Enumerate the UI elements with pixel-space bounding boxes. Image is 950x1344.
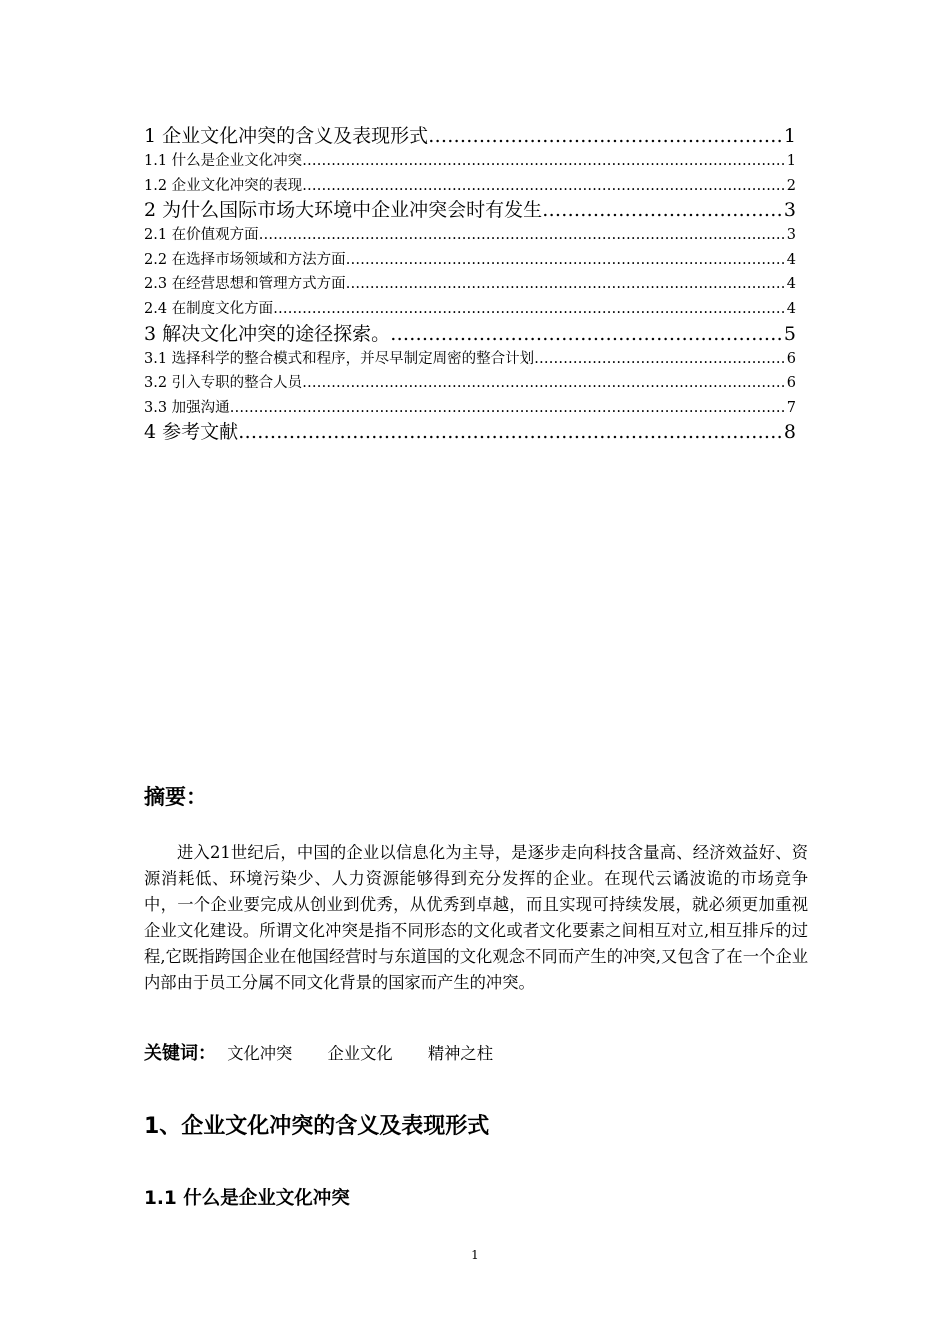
- toc-entry[interactable]: [144, 149, 796, 174]
- toc-leader-dots: [273, 297, 787, 322]
- toc-entry-page: 6: [786, 350, 796, 367]
- toc-leader-dots: [302, 174, 787, 199]
- toc-entry-page: 4: [786, 251, 796, 268]
- toc-entry[interactable]: [144, 248, 796, 273]
- toc-entry[interactable]: [144, 420, 796, 445]
- toc-entry-title: 1.2 企业文化冲突的表现: [144, 177, 303, 194]
- toc-entry-page: 1: [786, 153, 796, 169]
- toc-entry-title: 1 企业文化冲突的含义及表现形式: [144, 125, 429, 147]
- section-heading: 1、企业文化冲突的含义及表现形式: [144, 1114, 490, 1139]
- toc-entry-title: 2.3 在经营思想和管理方式方面: [144, 276, 346, 293]
- toc-entry[interactable]: [144, 322, 796, 347]
- toc-entry-title: 3.3 加强沟通: [144, 399, 230, 416]
- toc-entry[interactable]: [144, 198, 796, 223]
- toc-leader-dots: [542, 198, 784, 223]
- keywords-label: 关键词：: [144, 1043, 216, 1064]
- toc-entry[interactable]: [144, 396, 796, 421]
- toc-entry-title: 4 参考文献: [144, 421, 239, 444]
- toc-entry-page: 6: [786, 375, 796, 392]
- toc-entry-page: 5: [783, 322, 796, 345]
- toc-entry-title: 2.1 在价值观方面: [144, 227, 259, 244]
- toc-entry[interactable]: [144, 371, 796, 396]
- toc-entry-page: 1: [783, 125, 796, 147]
- toc-entry-page: 8: [783, 421, 796, 444]
- toc-leader-dots: [238, 420, 784, 445]
- toc-entry[interactable]: [144, 272, 796, 297]
- toc-entry-title: 3 解决文化冲突的途径探索。: [144, 322, 391, 345]
- toc-entry-title: 2.2 在选择市场领域和方法方面: [144, 251, 346, 268]
- page-number: 1: [471, 1248, 479, 1262]
- table-of-contents: [144, 124, 796, 445]
- toc-entry[interactable]: [144, 297, 796, 322]
- toc-leader-dots: [302, 371, 787, 396]
- keyword: 精神之柱: [427, 1044, 493, 1063]
- toc-leader-dots: [390, 322, 784, 347]
- toc-entry-page: 3: [783, 199, 796, 222]
- toc-entry-page: 2: [786, 177, 796, 194]
- toc-entry-title: 3.1 选择科学的整合模式和程序，并尽早制定周密的整合计划: [144, 350, 535, 367]
- toc-entry[interactable]: [144, 124, 796, 149]
- toc-entry-page: 3: [786, 227, 796, 244]
- toc-entry-page: 7: [786, 399, 796, 416]
- toc-entry-page: 4: [786, 300, 796, 317]
- toc-entry-title: 1.1 什么是企业文化冲突: [144, 153, 303, 169]
- toc-entry-page: 4: [786, 276, 796, 293]
- toc-entry-title: 2.4 在制度文化方面: [144, 300, 274, 317]
- toc-entry-title: 3.2 引入专职的整合人员: [144, 375, 303, 392]
- keyword: 企业文化: [327, 1044, 393, 1063]
- toc-leader-dots: [302, 149, 787, 174]
- abstract-body: 进入21世纪后，中国的企业以信息化为主导，是逐步走向科技含量高、经济效益好、资源消耗低、环境污染少、人力资源能够得到充分发挥的企业。在现代云谲波诡的市场竞争中，一个企业要完成从创业到优秀，从优秀到卓越，而且实现可持续发展，就必须更加重视企业文化建设。所谓文化冲突是指不同形态的文化或者文化要素之间相互对立,相互排斥的过程,它既指跨国企业在他国经营时与东道国的文化观念不同而产生的冲突,又包含了在一个企业内部由于员工分属不同文化背景的国家而产生的冲突。: [144, 843, 808, 992]
- toc-entry[interactable]: [144, 347, 796, 372]
- subsection-heading: 1.1 什么是企业文化冲突: [144, 1188, 350, 1209]
- abstract-title: 摘要：: [144, 785, 207, 809]
- toc-leader-dots: [346, 272, 787, 297]
- toc-leader-dots: [534, 347, 787, 372]
- keywords-line: [144, 1039, 517, 1065]
- toc-leader-dots: [346, 248, 787, 273]
- toc-leader-dots: [230, 396, 787, 421]
- toc-leader-dots: [428, 124, 784, 149]
- toc-leader-dots: [259, 223, 787, 248]
- toc-entry[interactable]: [144, 174, 796, 199]
- toc-entry-title: 2 为什么国际市场大环境中企业冲突会时有发生: [144, 199, 543, 222]
- toc-entry[interactable]: [144, 223, 796, 248]
- keyword: 文化冲突: [227, 1044, 293, 1063]
